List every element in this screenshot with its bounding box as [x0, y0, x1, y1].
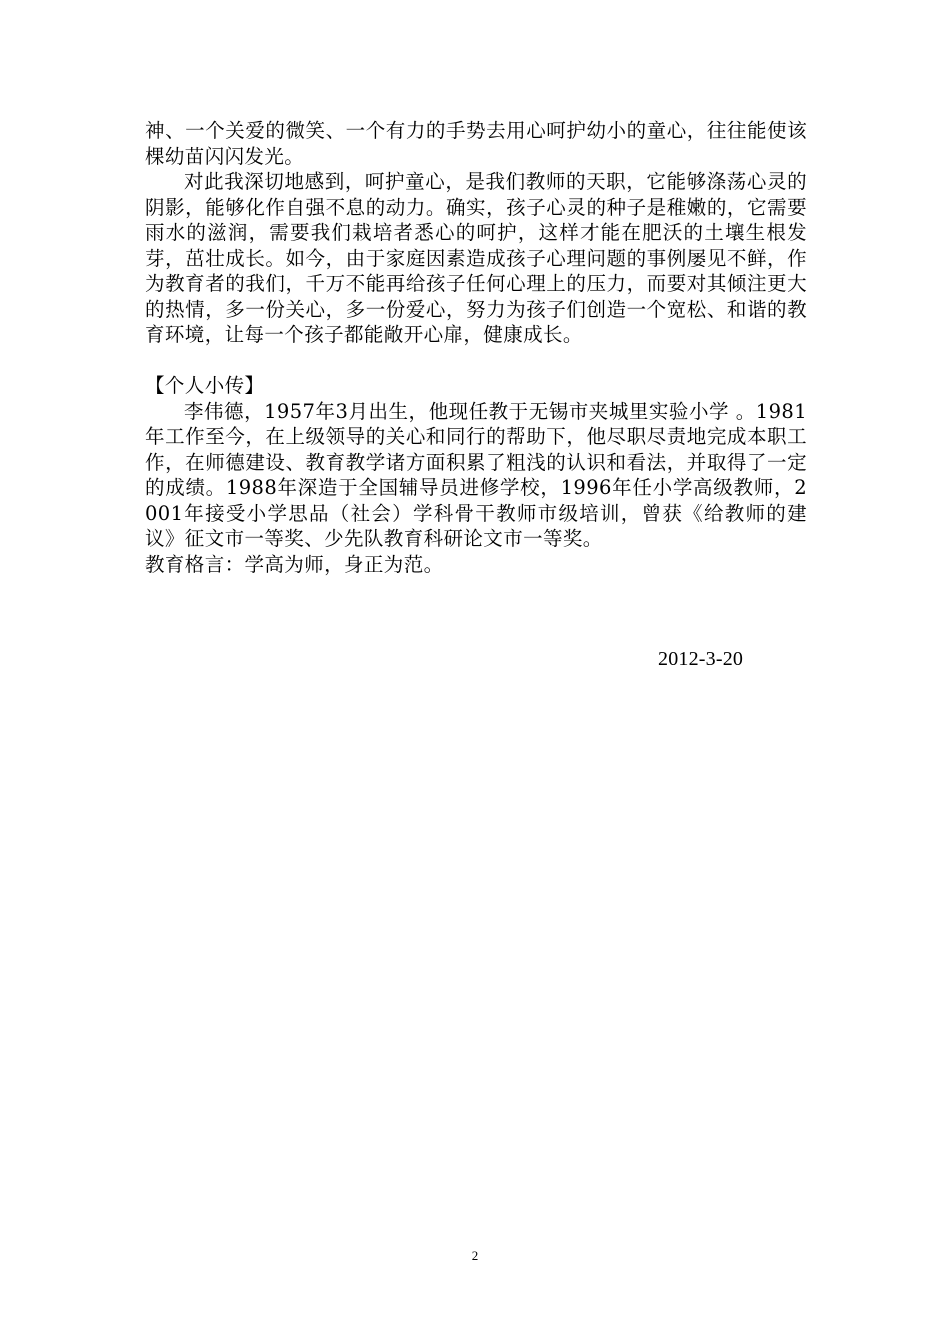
document-date: 2012-3-20: [658, 648, 744, 670]
paragraph-gap: [145, 348, 807, 374]
paragraph-continuation: 神、一个关爱的微笑、一个有力的手势去用心呵护幼小的童心，往往能使该棵幼苗闪闪发光。: [145, 119, 807, 168]
bio-motto: 教育格言：学高为师，身正为范。: [145, 552, 444, 576]
bio-text: 李伟德，1957年3月出生，他现任教于无锡市夹城里实验小学 。1981年工作至今，在上级领导的关心和同行的帮助下，他尽职尽责地完成本职工作，在师德建设、教育教学诸方面积累了粗浅的认识和看法，并取得了一定的成绩。1988年深造于全国辅导员进修学校，1996年任小学高级教师，2001年接受小学思品（社会）学科骨干教师市级培训，曾获《给教师的建议》征文市一等奖、少先队教育科研论文市一等奖。: [145, 399, 807, 550]
bio-heading: 【个人小传】: [145, 374, 265, 397]
paragraph-reflection: 对此我深切地感到，呵护童心，是我们教师的天职，它能够涤荡心灵的阴影，能够化作自强不息的动力。确实，孩子心灵的种子是稚嫩的，它需要雨水的滋润，需要我们栽培者悉心的呵护，这样才能在肥沃的土壤生根发芽，茁壮成长。如今，由于家庭因素造成孩子心理问题的事例屡见不鲜，作为教育者的我们，千万不能再给孩子任何心理上的压力，而要对其倾注更大的热情，多一份关心，多一份爱心，努力为孩子们创造一个宽松、和谐的教育环境，让每一个孩子都能敞开心扉，健康成长。: [145, 170, 807, 346]
page-number: 2: [471, 1248, 479, 1263]
document-body: [145, 118, 807, 577]
